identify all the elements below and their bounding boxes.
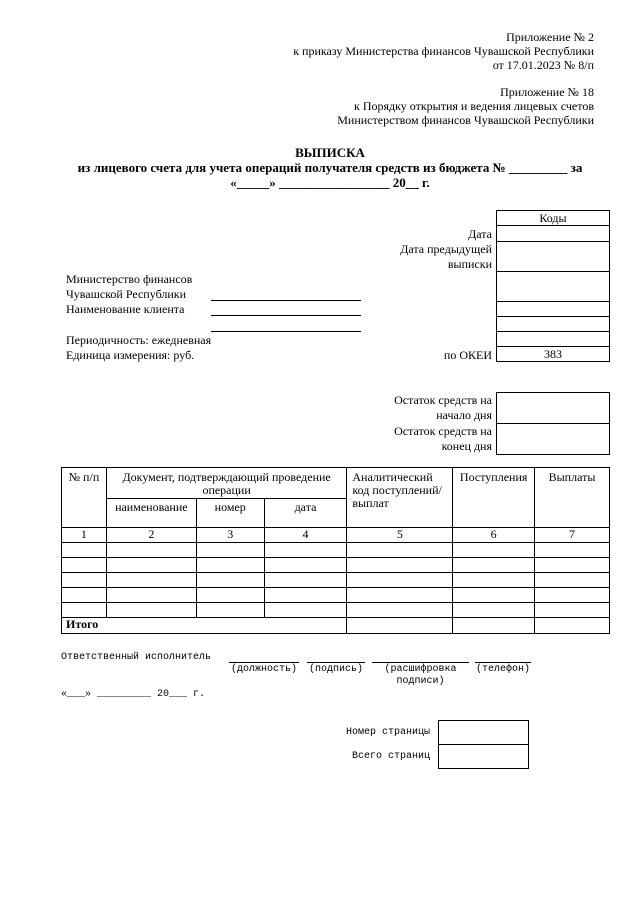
balance-end-label [394, 424, 492, 454]
client-underline[interactable] [211, 315, 361, 316]
balance-end-line1: Остаток средств на [394, 424, 492, 438]
ministry-line2: Чувашской Республики [66, 287, 187, 301]
table-row [62, 543, 610, 558]
appendix-2-note [293, 30, 594, 72]
table-cell[interactable] [106, 603, 196, 618]
table-cell[interactable] [106, 558, 196, 573]
table-row [62, 588, 610, 603]
page-number-label: Номер страницы [345, 727, 430, 738]
codes-empty-cell[interactable] [497, 317, 610, 332]
balance-start-line1: Остаток средств на [394, 393, 492, 407]
decode-line[interactable] [372, 662, 469, 663]
table-cell[interactable] [347, 543, 453, 558]
decode-caption [372, 664, 469, 688]
client-underline-2[interactable] [211, 331, 361, 332]
table-cell[interactable] [196, 588, 264, 603]
page-number-box[interactable] [438, 720, 529, 745]
table-cell[interactable] [453, 558, 535, 573]
table-row [62, 603, 610, 618]
table-cell[interactable] [535, 573, 610, 588]
table-cell[interactable] [106, 543, 196, 558]
table-cell[interactable] [347, 573, 453, 588]
col-header-income: Поступления [453, 468, 535, 528]
table-cell[interactable] [264, 558, 347, 573]
balance-box [496, 392, 610, 455]
total-pages-box[interactable] [438, 744, 529, 769]
okei-code: 383 [497, 347, 610, 362]
decode-caption-line1: (расшифровка [384, 664, 457, 675]
col-header-num: № п/п [62, 468, 107, 528]
table-cell[interactable] [62, 543, 107, 558]
appendix-18-note [337, 85, 594, 127]
table-cell[interactable] [196, 558, 264, 573]
col-index: 3 [196, 528, 264, 543]
title-main: ВЫПИСКА [295, 145, 365, 160]
table-cell[interactable] [264, 603, 347, 618]
phone-caption: (телефон) [475, 664, 530, 675]
appendix-2-title: Приложение № 2 [506, 30, 594, 44]
sign-line[interactable] [307, 662, 365, 663]
balance-end-line2: конец дня [441, 439, 492, 453]
table-cell[interactable] [106, 573, 196, 588]
col-header-doc-date: дата [264, 499, 347, 528]
prev-date-label-line2: выписки [447, 257, 492, 271]
total-income-cell[interactable] [453, 618, 535, 634]
col-index: 2 [106, 528, 196, 543]
col-index: 6 [453, 528, 535, 543]
unit-of-measure: Единица измерения: руб. [66, 348, 195, 362]
table-cell[interactable] [264, 573, 347, 588]
codes-date-cell[interactable] [497, 226, 610, 242]
appendix-2-order: к приказу Министерства финансов Чувашской Республики [293, 44, 594, 58]
table-cell[interactable] [62, 603, 107, 618]
appendix-2-date: от 17.01.2023 № 8/п [492, 58, 594, 72]
appendix-18-procedure: к Порядку открытия и ведения лицевых счетов [353, 99, 594, 113]
codes-ministry-cell[interactable] [497, 272, 610, 302]
table-cell[interactable] [196, 573, 264, 588]
balance-start-cell[interactable] [497, 393, 610, 424]
col-index: 4 [264, 528, 347, 543]
table-cell[interactable] [196, 543, 264, 558]
col-index: 1 [62, 528, 107, 543]
total-row [62, 618, 610, 634]
periodicity: Периодичность: ежедневная [66, 333, 212, 347]
ministry-name [66, 272, 192, 302]
col-header-analytic: Аналитический код поступлений/ выплат [347, 468, 453, 528]
col-header-doc-name: наименование [106, 499, 196, 528]
total-payments-cell[interactable] [535, 618, 610, 634]
col-header-doc-number: номер [196, 499, 264, 528]
okei-label: по ОКЕИ [443, 348, 492, 362]
col-index: 5 [347, 528, 453, 543]
client-label: Наименование клиента [66, 302, 185, 316]
codes-header: Коды [497, 211, 610, 226]
balance-start-label [394, 393, 492, 423]
prev-date-label-line1: Дата предыдущей [400, 242, 492, 256]
balance-end-cell[interactable] [497, 424, 610, 455]
sign-caption: (подпись) [308, 664, 363, 675]
ministry-underline [211, 300, 361, 301]
table-cell[interactable] [535, 543, 610, 558]
table-cell[interactable] [264, 543, 347, 558]
position-line[interactable] [229, 662, 299, 663]
total-label: Итого [62, 618, 347, 634]
col-index: 7 [535, 528, 610, 543]
total-cell[interactable] [347, 618, 453, 634]
table-cell[interactable] [453, 603, 535, 618]
document-title [0, 145, 640, 190]
ministry-line1: Министерство финансов [66, 272, 193, 286]
table-cell[interactable] [535, 603, 610, 618]
codes-client-cell[interactable] [497, 302, 610, 317]
table-cell[interactable] [453, 588, 535, 603]
table-cell[interactable] [62, 573, 107, 588]
table-cell[interactable] [264, 588, 347, 603]
table-cell[interactable] [347, 588, 453, 603]
col-header-document: Документ, подтверждающий проведение операции [106, 468, 347, 499]
codes-box [496, 210, 610, 362]
table-cell[interactable] [62, 588, 107, 603]
table-cell[interactable] [535, 588, 610, 603]
table-cell[interactable] [453, 573, 535, 588]
position-caption: (должность) [230, 664, 297, 675]
table-cell[interactable] [453, 543, 535, 558]
appendix-18-title: Приложение № 18 [500, 85, 594, 99]
title-date: «_____» _________________ 20__ г. [230, 175, 430, 190]
decode-caption-line2: подписи) [396, 676, 445, 687]
table-cell[interactable] [62, 558, 107, 573]
table-cell[interactable] [535, 558, 610, 573]
operations-table [61, 467, 610, 634]
codes-prev-date-cell[interactable] [497, 242, 610, 272]
table-cell[interactable] [106, 588, 196, 603]
balance-start-line2: начало дня [436, 408, 492, 422]
table-row [62, 558, 610, 573]
table-cell[interactable] [196, 603, 264, 618]
appendix-18-ministry: Министерством финансов Чувашской Республики [337, 113, 594, 127]
date-label: Дата [468, 227, 492, 241]
title-account: из лицевого счета для учета операций получателя средств из бюджета № _________ за [77, 160, 583, 175]
signature-date[interactable]: «___» _________ 20___ г. [61, 689, 206, 700]
table-row [62, 573, 610, 588]
prev-date-label [400, 242, 492, 272]
total-pages-label: Всего страниц [351, 751, 430, 762]
responsible-label: Ответственный исполнитель [61, 652, 212, 663]
table-cell[interactable] [347, 603, 453, 618]
table-cell[interactable] [347, 558, 453, 573]
col-header-payments: Выплаты [535, 468, 610, 528]
codes-periodicity-cell[interactable] [497, 332, 610, 347]
phone-line[interactable] [475, 662, 531, 663]
